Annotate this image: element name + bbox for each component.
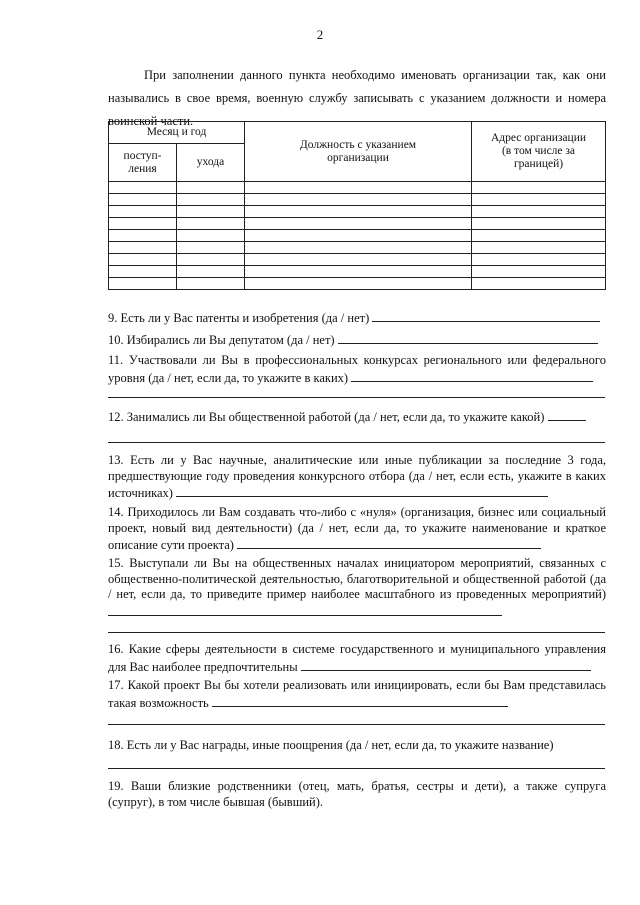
- answer-line-17[interactable]: [212, 694, 508, 707]
- header-address: Адрес организации (в том числе за границей): [472, 122, 606, 182]
- question-12: [108, 408, 606, 426]
- work-history-table: [108, 121, 606, 290]
- question-10: [108, 331, 606, 349]
- table-row: [109, 254, 606, 266]
- question-18: [108, 738, 606, 754]
- header-entry: поступ-ления: [109, 144, 177, 182]
- answer-line-15[interactable]: [108, 603, 502, 616]
- question-15: [108, 556, 606, 620]
- answer-line-16[interactable]: [301, 658, 591, 671]
- table-row: [109, 206, 606, 218]
- answer-line-18[interactable]: [108, 768, 605, 769]
- table-row: [109, 242, 606, 254]
- intro-paragraph: При заполнении данного пункта необходимо именовать организации так, как они назывались в свое время, военную службу записывать с указанием должности и номера воинской части.: [108, 68, 606, 128]
- answer-line-12[interactable]: [548, 408, 586, 421]
- header-leave: ухода: [177, 144, 245, 182]
- answer-line-12-extra[interactable]: [108, 442, 605, 443]
- question-11: [108, 353, 606, 386]
- question-18-text: 18. Есть ли у Вас награды, иные поощрения (да / нет, если да, то укажите название): [108, 738, 554, 752]
- question-13-text: 13. Есть ли у Вас научные, аналитические или иные публикации за последние 3 года, предшествующие году проведения конкурсного отбора (да / нет, если есть, укажите в каких источниках): [108, 453, 606, 501]
- question-17-text: 17. Какой проект Вы бы хотели реализовать или инициировать, если бы Вам представилась такая возможность: [108, 678, 606, 710]
- page-number: 2: [316, 27, 324, 42]
- question-17: [108, 678, 606, 711]
- question-9-text: 9. Есть ли у Вас патенты и изобретения (да / нет): [108, 311, 370, 325]
- answer-line-13[interactable]: [176, 484, 548, 497]
- table-row: [109, 218, 606, 230]
- answer-line-11-extra[interactable]: [108, 397, 605, 398]
- question-15-text: 15. Выступали ли Вы на общественных началах инициатором мероприятий, связанных с общественно-политической деятельностью, благотворительной и общественной работой (да / нет, если да, то приведите пример наиболее масштабного из проведенных мероприятий): [108, 556, 606, 602]
- table-row: [109, 230, 606, 242]
- question-10-text: 10. Избирались ли Вы депутатом (да / нет): [108, 333, 335, 347]
- answer-line-10[interactable]: [338, 331, 598, 344]
- table-row: [109, 278, 606, 290]
- answer-line-15-extra[interactable]: [108, 632, 605, 633]
- question-13: [108, 453, 606, 502]
- table-row: [109, 266, 606, 278]
- question-16: [108, 642, 606, 675]
- table-row: [109, 182, 606, 194]
- answer-line-11[interactable]: [351, 369, 593, 382]
- question-11-text: 11. Участвовали ли Вы в профессиональных конкурсах регионального или федерального уровня (да / нет, если да, то укажите в каких): [108, 353, 606, 385]
- header-month-year: Месяц и год: [109, 122, 245, 144]
- answer-line-17-extra[interactable]: [108, 724, 605, 725]
- table-row: [109, 194, 606, 206]
- header-position: Должность с указанием организации: [245, 122, 472, 182]
- question-19: [108, 779, 606, 810]
- question-9: [108, 309, 606, 327]
- question-14: [108, 505, 606, 554]
- answer-line-9[interactable]: [372, 309, 600, 322]
- question-16-text: 16. Какие сферы деятельности в системе государственного и муниципального управления для Вас наиболее предпочтительны: [108, 642, 606, 674]
- question-12-text: 12. Занимались ли Вы общественной работой (да / нет, если да, то укажите какой): [108, 410, 545, 424]
- answer-line-14[interactable]: [237, 536, 541, 549]
- question-19-text: 19. Ваши близкие родственники (отец, мать, братья, сестры и дети), а также супруга (супруг), в том числе бывшая (бывший).: [108, 779, 606, 809]
- question-14-text: 14. Приходилось ли Вам создавать что-либо с «нуля» (организация, бизнес или социальный проект, новый вид деятельности) (да / нет, если да, то укажите наименование и краткое описание сути проекта): [108, 505, 606, 553]
